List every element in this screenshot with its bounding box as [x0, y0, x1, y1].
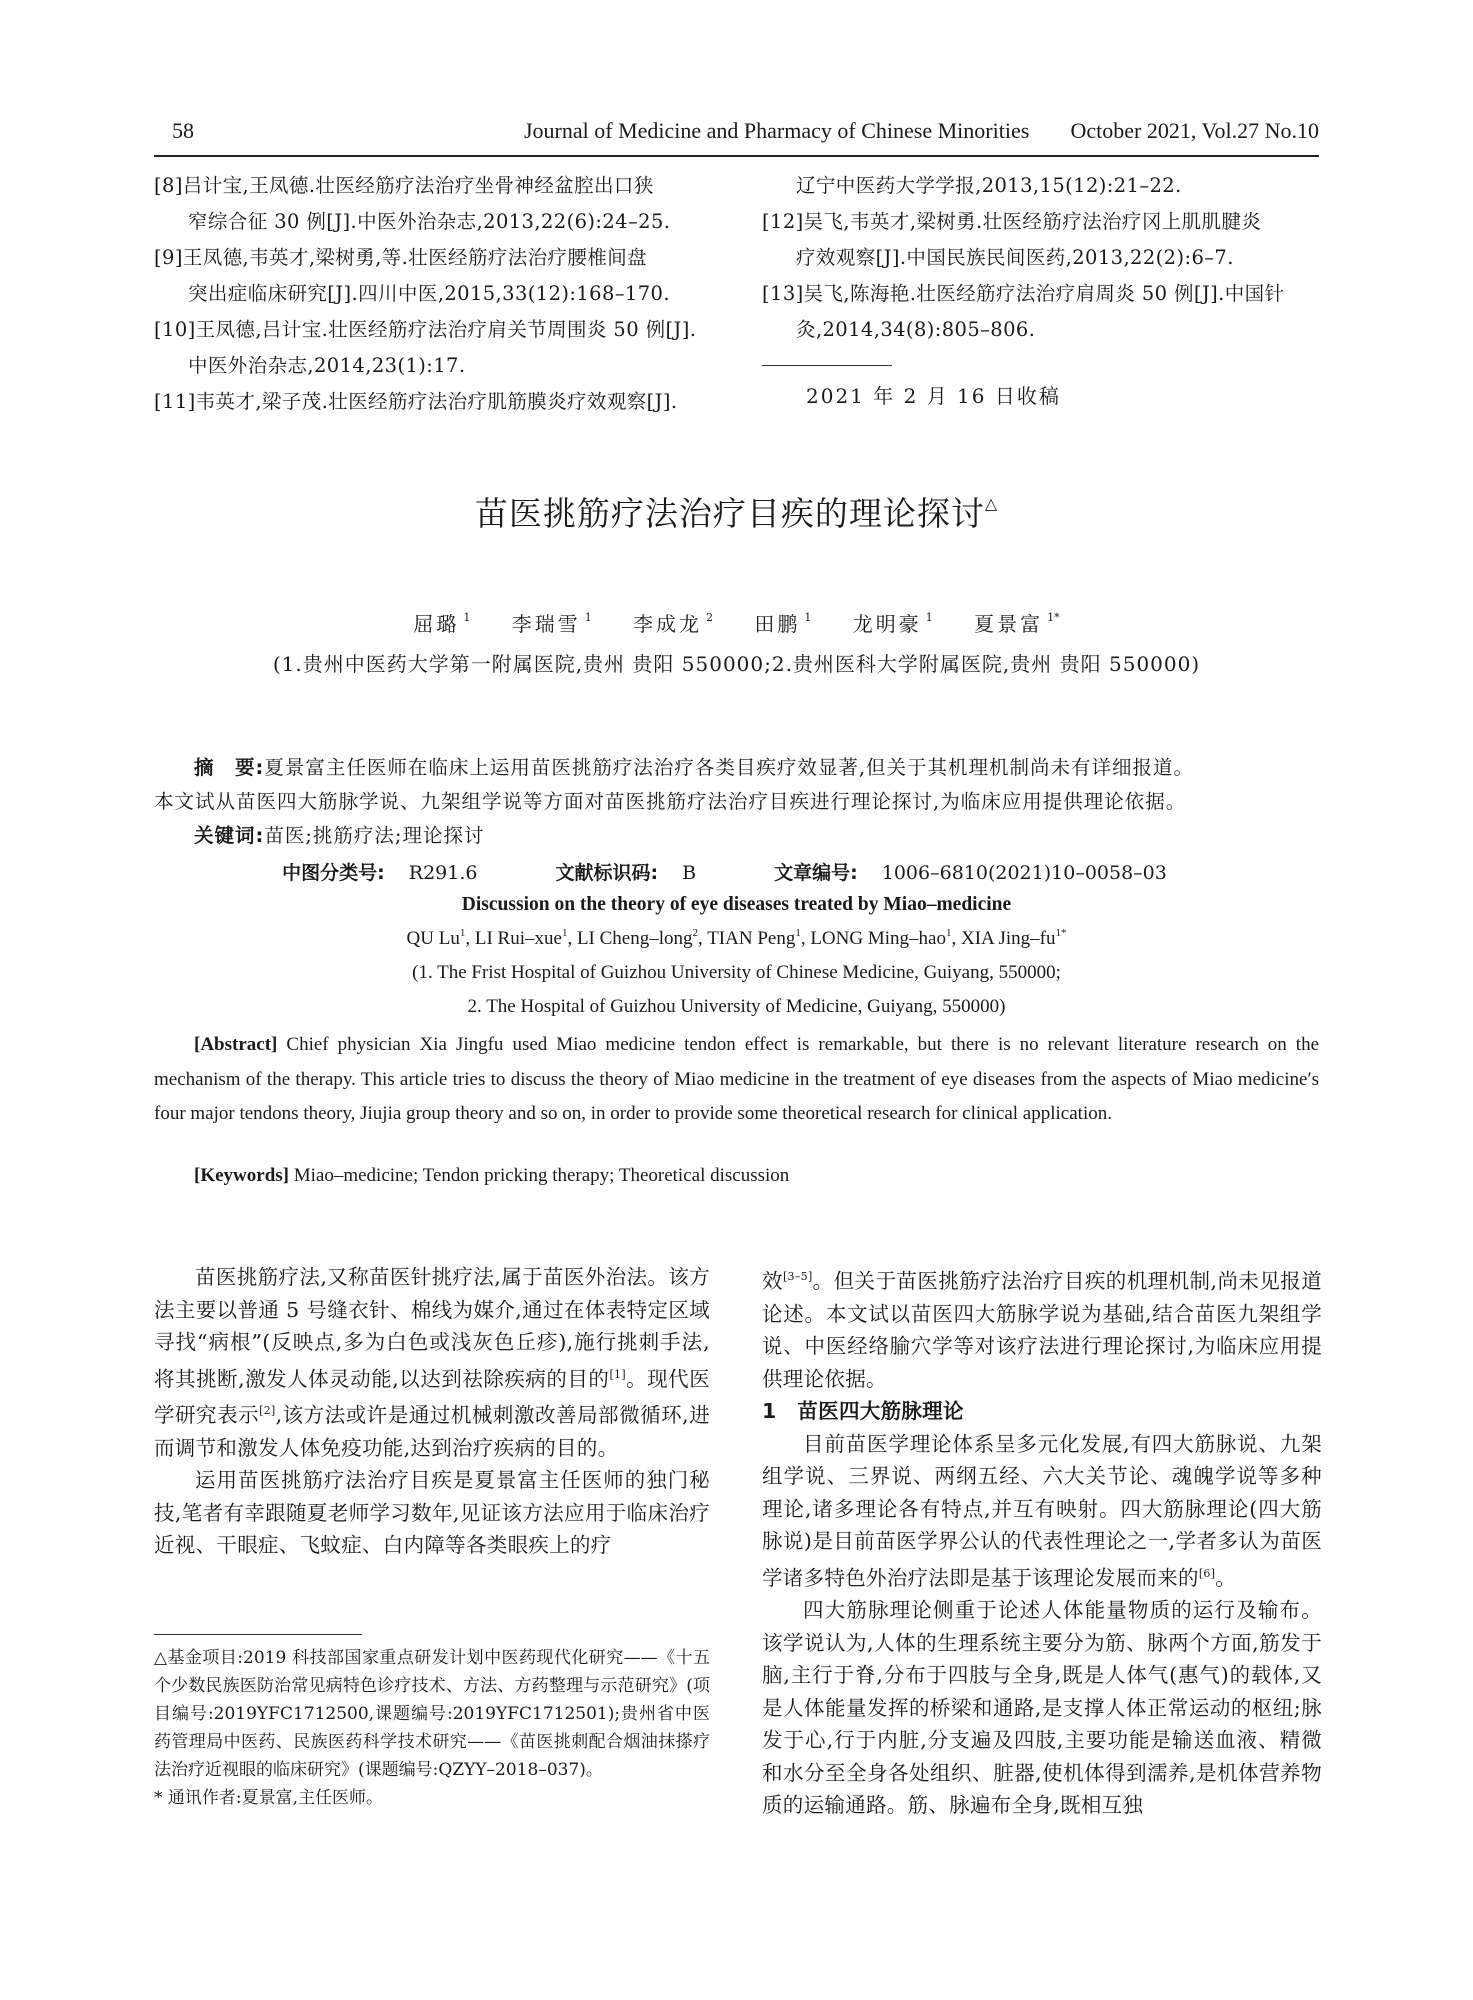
author-cn: 夏景富 $^{1*}$	[974, 611, 1060, 636]
body-paragraph: 运用苗医挑筋疗法治疗目疾是夏景富主任医师的独门秘技,笔者有幸跟随夏老师学习数年,见证该方法应用于临床治疗近视、干眼症、飞蚊症、白内障等各类眼疾上的疗	[154, 1468, 710, 1557]
author-list-en: QU Lu$^1$, LI Rui–xue$^1$, LI Cheng–long$^2$, TIAN Peng$^1$, LONG Ming–hao$^1$, XIA Jing–$fu^{1*}$	[406, 927, 1067, 949]
abstract-en-label: [Abstract]	[194, 1034, 278, 1055]
citation: [6]	[1198, 1566, 1216, 1580]
body-paragraph: 效[3–5]。但关于苗医挑筋疗法治疗目疾的机理机制,尚未见报道论述。本文试以苗医四大筋脉学说为基础,结合苗医九架组学说、中医经络腧穴学等对该疗法进行理论探讨,为临床应用提供理论依据。	[762, 1269, 1323, 1391]
reference-13-line2: 灸,2014,34(8):805–806.	[796, 318, 1036, 341]
section-heading: 1 苗医四大筋脉理论	[762, 1399, 964, 1423]
body-paragraph: 四大筋脉理论侧重于论述人体能量物质的运行及输布。该学说认为,人体的生理系统主要分为筋、脉两个方面,筋发于脑,主行于脊,分布于四肢与全身,既是人体气(惠气)的载体,又是人体能量发挥的桥梁和通路,是支撑人体正常运动的枢纽;脉发于心,行于内脏,分支遍及四肢,主要功能是输送血液、精微和水分至全身各处组织、脏器,使机体得到濡养,是机体营养物质的运输通路。筋、脉遍布全身,既相互独	[762, 1598, 1322, 1817]
classification-line	[0, 858, 1473, 885]
fund-footnote: △基金项目:2019 科技部国家重点研发计划中医药现代化研究——《十五个少数民族医防治常见病特色诊疗技术、方法、方药整理与示范研究》(项目编号:2019YFC1712500,课题编号:2019YFC1712501);贵州省中医药管理局中医药、民族医药科学技术研究——《苗医挑刺配合烟油抹搽疗法治疗近视眼的临床研究》(课题编号:QZYY–2018–037)。	[154, 1648, 710, 1780]
reference-8-line2: 窄综合征 30 例[J].中医外治杂志,2013,22(6):24–25.	[188, 210, 671, 233]
issue-info: October 2021, Vol.27 No.10	[1070, 118, 1319, 143]
abstract-label: 摘 要:	[194, 756, 265, 779]
author-cn: 田鹏 $^1$	[754, 611, 812, 636]
citation: [2]	[259, 1404, 276, 1417]
received-rule	[762, 365, 892, 366]
header-rule	[154, 155, 1319, 157]
keywords-label: 关键词:	[194, 824, 265, 847]
body-left-column	[154, 1261, 710, 1562]
running-header	[154, 112, 1319, 152]
author-cn: 龙明豪 $^1$	[852, 611, 933, 636]
affiliation-en-1: (1. The Frist Hospital of Guizhou University of Chinese Medicine, Guiyang, 550000;	[412, 962, 1061, 983]
footnote-rule	[154, 1634, 362, 1635]
abstract-en-text: Chief physician Xia Jingfu used Miao medicine tendon effect is remarkable, but there is no relevant literature research on the mechanism of the therapy. This article tries to discuss the theory of Miao medicine in the treatment of eye diseases from the aspects of Miao medicine′s four major tendons theory, Jiujia group theory and so on, in order to provide some theoretical research for clinical application.	[154, 1034, 1320, 1124]
citation: [1]	[609, 1367, 626, 1381]
article-title-cn	[0, 488, 1473, 535]
author-cn: 李瑞雪 $^1$	[511, 611, 592, 636]
body-right-column	[762, 1261, 1322, 1822]
author-cn: 李成龙 $^2$	[633, 611, 714, 636]
reference-10-line2: 中医外治杂志,2014,23(1):17.	[188, 354, 466, 377]
body-paragraph: 苗医挑筋疗法,又称苗医针挑疗法,属于苗医外治法。该方法主要以普通 5 号缝衣针、棉线为媒介,通过在体表特定区域寻找“病根”(反映点,多为白色或浅灰色丘疹),施行挑刺手法,将其挑断,激发人体灵动能,以达到祛除疾病的目的[1]。现代医学研究表示[2],该方法或许是通过机械刺激改善局部微循环,进而调节和激发人体免疫功能,达到治疗疾病的目的。	[154, 1265, 711, 1460]
clc-number: 中图分类号: R291.6	[282, 862, 478, 884]
reference-11-line1: [11]韦英才,梁子茂.壮医经筋疗法治疗肌筋膜炎疗效观察[J].	[154, 390, 678, 413]
reference-13-line1: [13]吴飞,陈海艳.壮医经筋疗法治疗肩周炎 50 例[J].中国针	[762, 282, 1285, 305]
received-date: 2021 年 2 月 16 日收稿	[806, 384, 1061, 408]
references-right-column	[762, 168, 1322, 348]
keywords-en-label: [Keywords]	[194, 1165, 289, 1186]
journal-name: Journal of Medicine and Pharmacy of Chinese Minorities	[524, 118, 1030, 143]
footnotes	[154, 1644, 710, 1812]
reference-12-line2: 疗效观察[J].中国民族民间医药,2013,22(2):6–7.	[796, 246, 1234, 269]
references-left-column	[154, 168, 714, 420]
page-number: 58	[172, 118, 194, 143]
abstract-cn-line2: 本文试从苗医四大筋脉学说、九架组学说等方面对苗医挑筋疗法治疗目疾进行理论探讨,为临床应用提供理论依据。	[154, 790, 1187, 813]
reference-11-line2: 辽宁中医药大学学报,2013,15(12):21–22.	[796, 174, 1182, 197]
abstract-en	[154, 1028, 1319, 1132]
body-paragraph: 目前苗医学理论体系呈多元化发展,有四大筋脉说、九架组学说、三界说、两纲五经、六大关节论、魂魄学说等多种理论,诸多理论各有特点,并互有映射。四大筋脉理论(四大筋脉说)是目前苗医学界公认的代表性理论之一,学者多认为苗医学诸多特色外治疗法即是基于该理论发展而来的[6]。	[762, 1431, 1322, 1590]
abstract-cn-line1: 摘 要:夏景富主任医师在临床上运用苗医挑筋疗法治疗各类目疾疗效显著,但关于其机理机制尚未有详细报道。	[194, 756, 1195, 779]
title-fund-mark: △	[984, 494, 999, 513]
title-text: 苗医挑筋疗法治疗目疾的理论探讨	[474, 494, 985, 533]
reference-10-line1: [10]王凤德,吕计宝.壮医经筋疗法治疗肩关节周围炎 50 例[J].	[154, 318, 697, 341]
author-list-cn	[0, 608, 1473, 637]
keywords-en: [Keywords] Miao–medicine; Tendon pricking therapy; Theoretical discussion	[194, 1165, 790, 1186]
article-number: 文章编号: 1006–6810(2021)10–0058–03	[774, 862, 1167, 884]
reference-9-line1: [9]王凤德,韦英才,梁树勇,等.壮医经筋疗法治疗腰椎间盘	[154, 246, 648, 269]
reference-8-line1: [8]吕计宝,王凤德.壮医经筋疗法治疗坐骨神经盆腔出口狭	[154, 174, 654, 197]
corresponding-author-footnote: * 通讯作者:夏景富,主任医师。	[154, 1788, 384, 1808]
reference-12-line1: [12]吴飞,韦英才,梁树勇.壮医经筋疗法治疗冈上肌肌腱炎	[762, 210, 1262, 233]
citation: [3–5]	[782, 1270, 813, 1283]
affiliation-cn: (1.贵州中医药大学第一附属医院,贵州 贵阳 550000;2.贵州医科大学附属医院,贵州 贵阳 550000)	[272, 652, 1201, 676]
author-cn: 屈璐 $^1$	[413, 611, 471, 636]
affiliation-en-2: 2. The Hospital of Guizhou University of Medicine, Guiyang, 550000)	[467, 996, 1006, 1017]
reference-9-line2: 突出症临床研究[J].四川中医,2015,33(12):168–170.	[188, 282, 670, 305]
document-code: 文献标识码: B	[555, 862, 697, 884]
article-title-en: Discussion on the theory of eye diseases treated by Miao–medicine	[461, 894, 1012, 915]
keywords-cn: 关键词:苗医;挑筋疗法;理论探讨	[194, 824, 485, 847]
